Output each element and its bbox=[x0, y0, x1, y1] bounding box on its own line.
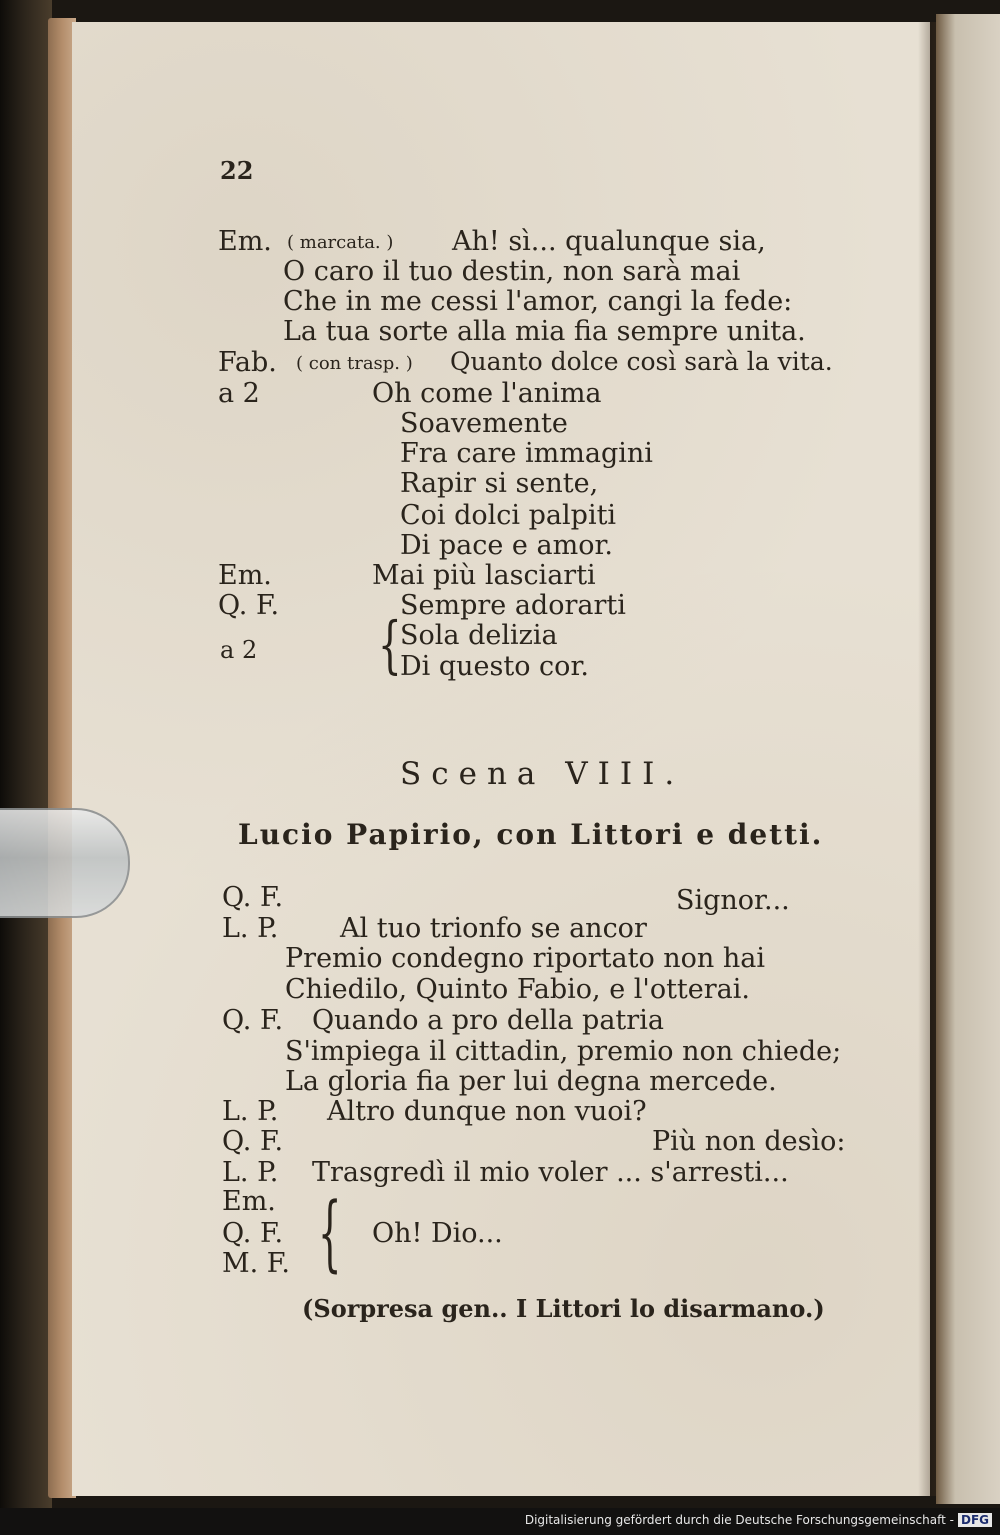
page-number: 22 bbox=[220, 156, 254, 185]
verse-line: Altro dunque non vuoi? bbox=[327, 1096, 647, 1127]
verse-line: Sempre adorarti bbox=[400, 590, 626, 621]
book-spine bbox=[0, 0, 52, 1510]
verse-line: Chiedilo, Quinto Fabio, e l'otterai. bbox=[285, 974, 750, 1005]
speaker-label: Q. F. bbox=[218, 590, 280, 621]
speaker-label: a 2 bbox=[218, 378, 260, 409]
verse-line: La tua sorte alla mia fia sempre unita. bbox=[283, 316, 806, 347]
speaker-label: Q. F. bbox=[222, 1005, 284, 1036]
verse-line: Che in me cessi l'amor, cangi la fede: bbox=[283, 286, 793, 317]
verse-line: Coi dolci palpiti bbox=[400, 500, 617, 531]
verse-line: Rapir si sente, bbox=[400, 468, 599, 499]
stage-direction: ( con trasp. ) bbox=[296, 353, 413, 374]
verse-line: Quando a pro della patria bbox=[312, 1005, 664, 1036]
speaker-label: M. F. bbox=[222, 1248, 290, 1279]
verse-line: O caro il tuo destin, non sarà mai bbox=[283, 256, 741, 287]
dfg-logo: DFG bbox=[958, 1513, 992, 1527]
speaker-label: Em. bbox=[222, 1186, 276, 1217]
scene-title: Scena VIII. bbox=[400, 756, 685, 792]
funding-credit bbox=[525, 1513, 992, 1527]
brace-icon: { bbox=[318, 1186, 342, 1281]
speaker-label: L. P. bbox=[222, 1096, 279, 1127]
speaker-label: Q. F. bbox=[222, 882, 284, 913]
verse-line: Premio condegno riportato non hai bbox=[285, 943, 766, 974]
verse-line: Sola delizia bbox=[400, 620, 558, 651]
gutter-shadow bbox=[918, 22, 936, 1496]
speaker-label: Em. bbox=[218, 560, 272, 591]
verse-line: Di pace e amor. bbox=[400, 530, 613, 561]
speaker-label: Em. bbox=[218, 226, 272, 257]
verse-line: Oh! Dio... bbox=[372, 1218, 503, 1249]
verse-line: S'impiega il cittadin, premio non chiede; bbox=[285, 1036, 842, 1067]
stage-direction: ( marcata. ) bbox=[287, 232, 394, 253]
scene-cast: Lucio Papirio, con Littori e detti. bbox=[238, 818, 824, 851]
adjacent-page bbox=[936, 14, 1000, 1504]
verse-line: Soavemente bbox=[400, 408, 568, 439]
verse-line: Più non desìo: bbox=[652, 1126, 846, 1157]
verse-line: La gloria fia per lui degna mercede. bbox=[285, 1066, 777, 1097]
speaker-label: Fab. bbox=[218, 347, 277, 378]
speaker-label: L. P. bbox=[222, 913, 279, 944]
verse-line: Oh come l'anima bbox=[372, 378, 602, 409]
verse-line: Signor... bbox=[676, 885, 790, 916]
page-clip bbox=[0, 808, 130, 918]
verse-line: Trasgredì il mio voler ... s'arresti... bbox=[312, 1157, 789, 1188]
speaker-label: Q. F. bbox=[222, 1218, 284, 1249]
speaker-label: Q. F. bbox=[222, 1126, 284, 1157]
verse-line: Di questo cor. bbox=[400, 651, 589, 682]
verse-line: Quanto dolce così sarà la vita. bbox=[450, 347, 833, 376]
verse-line: Mai più lasciarti bbox=[372, 560, 596, 591]
verse-line: Fra care immagini bbox=[400, 438, 653, 469]
verse-line: Ah! sì... qualunque sia, bbox=[452, 226, 766, 257]
stage-direction: (Sorpresa gen.. I Littori lo disarmano.) bbox=[302, 1294, 825, 1323]
speaker-label: L. P. bbox=[222, 1157, 279, 1188]
speaker-label: a 2 bbox=[220, 636, 258, 664]
verse-line: Al tuo trionfo se ancor bbox=[340, 913, 647, 944]
credit-text: Digitalisierung gefördert durch die Deutsche Forschungsgemeinschaft - bbox=[524, 1513, 954, 1527]
brace-icon: { bbox=[378, 608, 402, 681]
